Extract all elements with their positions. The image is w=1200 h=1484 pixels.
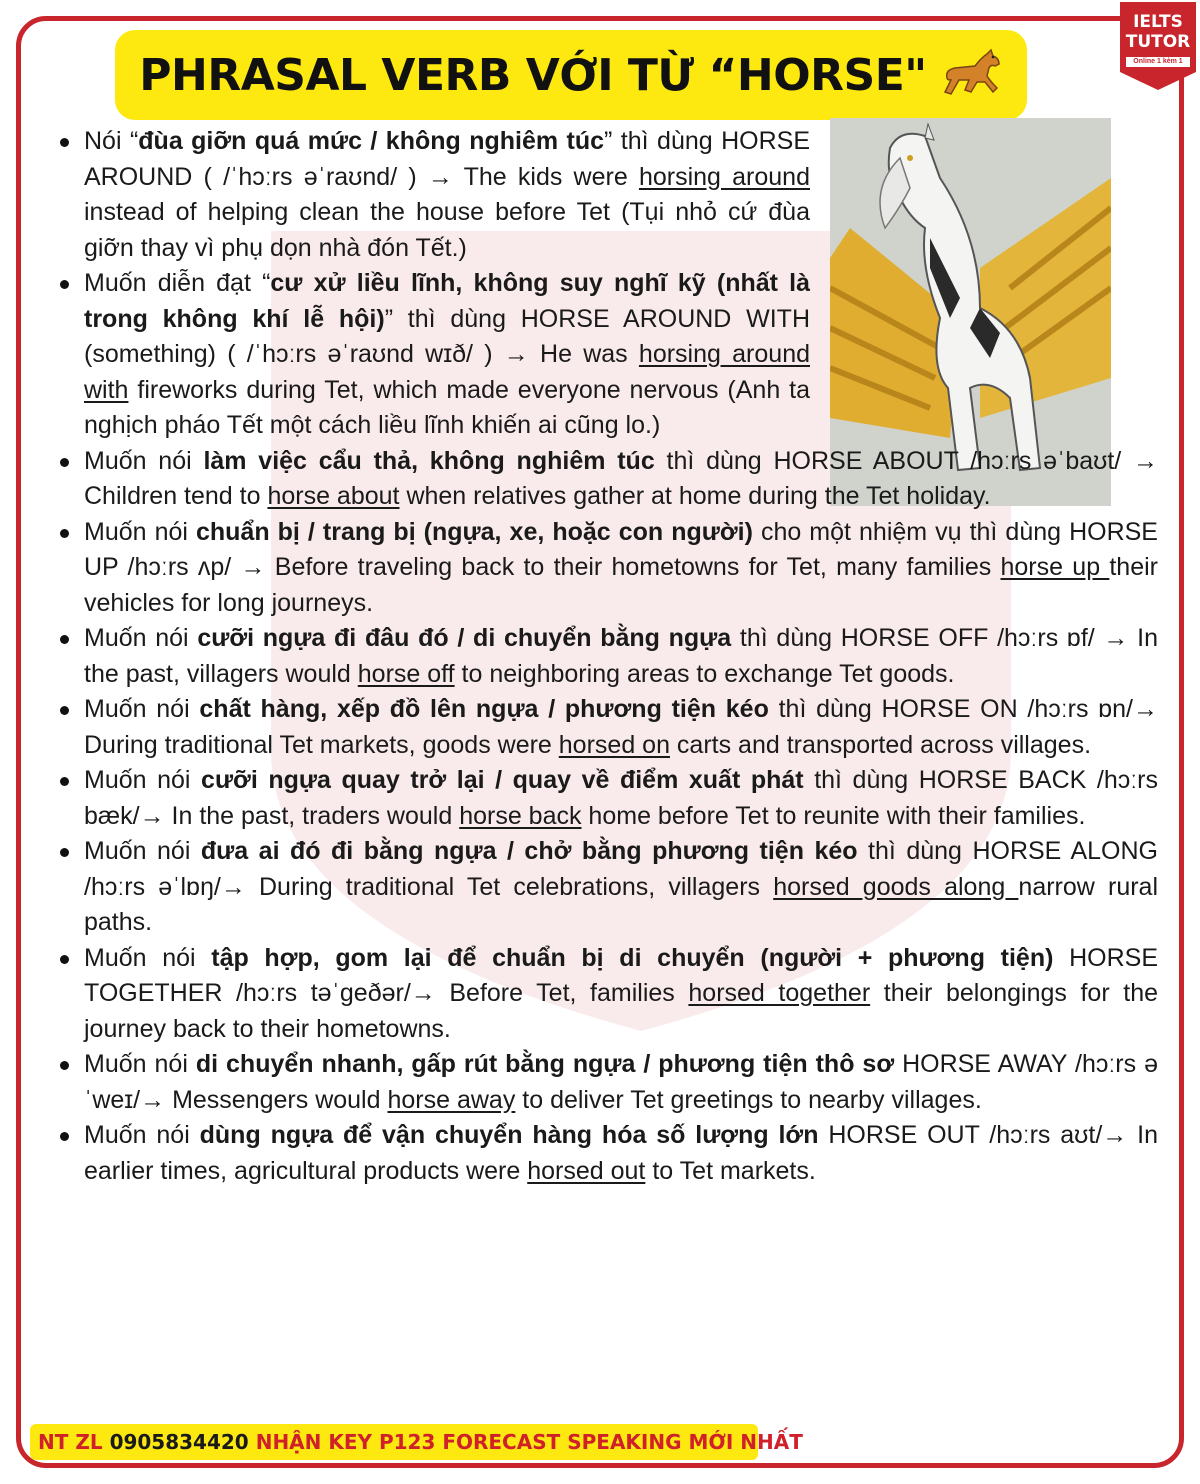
bold-phrase: tập hợp, gom lại để chuẩn bị di chuyển (người + phương tiện) <box>211 943 1054 972</box>
text-segment: to neighboring areas to exchange Tet goods. <box>454 659 955 688</box>
example-phrase: horsed on <box>558 730 670 759</box>
footer-message: NHẬN KEY P123 FORECAST SPEAKING MỚI NHẤT <box>255 1430 803 1454</box>
bold-phrase: đưa ai đó đi bằng ngựa / chở bằng phương tiện kéo <box>200 837 858 865</box>
bold-phrase: chất hàng, xếp đồ lên ngựa / phương tiện kéo <box>199 695 769 723</box>
text-segment: Muốn nói <box>84 1050 196 1078</box>
text-segment: Muốn nói <box>84 943 212 972</box>
footer-phone: 0905834420 <box>109 1430 249 1454</box>
text-segment: Muốn nói <box>84 695 200 723</box>
bold-phrase: di chuyển nhanh, gấp rút bằng ngựa / phương tiện thô sơ <box>195 1050 895 1078</box>
example-phrase: horse about <box>267 482 400 510</box>
text-segment: their belongings for the journey back to their hometowns. <box>84 979 1158 1043</box>
text-segment: HORSE AWAY /hɔːrs əˈweɪ/→ Messengers would <box>84 1050 1158 1114</box>
text-segment: instead of helping clean the house before Tet (Tụi nhỏ cứ đùa giỡn thay vì phụ dọn nhà đón Tết.) <box>84 198 810 262</box>
example-phrase: horsed together <box>688 979 871 1007</box>
text-segment: thì dùng HORSE ON /hɔːrs ɒn/→ During traditional Tet markets, goods were <box>84 695 1158 759</box>
example-phrase: horsing around <box>638 162 810 191</box>
example-phrase: horse away <box>387 1085 516 1114</box>
text-segment: when relatives gather at home during the Tet holiday. <box>399 482 991 510</box>
text-segment: home before Tet to reunite with their families. <box>581 801 1086 830</box>
phrasal-verb-list <box>58 124 1158 1189</box>
bold-phrase: cư xử liều lĩnh, không suy nghĩ kỹ (nhất là trong không khí lễ hội) <box>84 269 810 333</box>
horse-icon <box>941 48 1003 102</box>
text-segment: fireworks during Tet, which made everyone nervous (Anh ta nghịch pháo Tết một cách liều lĩnh khiến ai cũng lo.) <box>84 375 810 439</box>
text-segment: ” thì dùng HORSE AROUND WITH (something) ( /ˈhɔːrs əˈraʊnd wɪð/ ) → He was <box>84 304 810 368</box>
logo-line-2: TUTOR <box>1125 32 1191 52</box>
text-segment: ” thì dùng HORSE AROUND ( /ˈhɔːrs əˈraʊnd/ ) → The kids were <box>84 127 810 191</box>
list-item <box>58 1118 1158 1189</box>
text-segment: to deliver Tet greetings to nearby villages. <box>515 1085 982 1114</box>
footer-banner <box>30 1424 803 1460</box>
ielts-tutor-logo <box>1120 2 1196 90</box>
text-segment: Muốn nói <box>84 446 204 475</box>
list-item <box>58 621 1158 692</box>
text-segment: Muốn nói <box>84 1121 200 1149</box>
example-phrase: horsed goods along <box>773 872 1019 901</box>
text-segment: thì dùng HORSE BACK /hɔːrs bæk/→ In the past, traders would <box>84 766 1158 830</box>
list-item <box>58 515 1158 622</box>
text-segment: to Tet markets. <box>645 1156 816 1185</box>
text-segment: HORSE OUT /hɔːrs aʊt/→ In earlier times, agricultural products were <box>84 1121 1158 1185</box>
text-segment: thì dùng HORSE ABOUT /hɔːrs əˈbaʊt/ → Children tend to <box>84 446 1158 510</box>
text-segment: their vehicles for long journeys. <box>84 553 1158 617</box>
bold-phrase: cưỡi ngựa quay trở lại / quay về điểm xuất phát <box>201 766 804 794</box>
list-item <box>58 266 810 444</box>
bold-phrase: dùng ngựa để vận chuyển hàng hóa số lượng lớn <box>199 1121 819 1149</box>
logo-line-1: IELTS <box>1133 12 1183 32</box>
example-phrase: horsing around with <box>84 340 810 404</box>
title-banner <box>115 30 1027 120</box>
list-item <box>58 941 1158 1048</box>
logo-subtitle: Online 1 kèm 1 <box>1126 57 1190 67</box>
list-item <box>58 444 1158 515</box>
bold-phrase: cưỡi ngựa đi đâu đó / di chuyển bằng ngựa <box>197 624 732 652</box>
example-phrase: horse up <box>1000 553 1110 581</box>
text-segment: Muốn nói <box>84 624 198 652</box>
text-segment: narrow rural paths. <box>84 872 1159 936</box>
example-phrase: horse back <box>459 801 582 830</box>
example-phrase: horse off <box>357 659 455 688</box>
list-item <box>58 1047 1158 1118</box>
text-segment: carts and transported across villages. <box>669 730 1092 759</box>
bold-phrase: đùa giỡn quá mức / không nghiêm túc <box>138 127 605 155</box>
list-item <box>58 763 1158 834</box>
text-segment: Muốn diễn đạt “ <box>84 269 271 297</box>
bold-phrase: làm việc cẩu thả, không nghiêm túc <box>203 446 655 475</box>
list-item <box>58 692 1158 763</box>
text-segment: Muốn nói <box>84 766 202 794</box>
list-item <box>58 124 810 266</box>
text-segment: Muốn nói <box>84 517 196 546</box>
text-segment: thì dùng HORSE OFF /hɔːrs ɒf/ → In the past, villagers would <box>84 624 1158 688</box>
list-item <box>58 834 1158 941</box>
text-segment: Muốn nói <box>84 837 201 865</box>
text-segment: HORSE TOGETHER /hɔːrs təˈɡeðər/→ Before Tet, families <box>84 943 1158 1007</box>
page-title: PHRASAL VERB VỚI TỪ “HORSE" <box>139 49 927 101</box>
text-segment: thì dùng HORSE ALONG /hɔːrs əˈlɒŋ/→ During traditional Tet celebrations, villagers <box>84 837 1158 901</box>
example-phrase: horsed out <box>527 1156 646 1185</box>
text-segment: Nói “ <box>84 127 139 155</box>
bold-phrase: chuẩn bị / trang bị (ngựa, xe, hoặc con người) <box>195 517 753 546</box>
text-segment: cho một nhiệm vụ thì dùng HORSE UP /hɔːrs ʌp/ → Before traveling back to their hometowns for Tet, many families <box>84 517 1158 581</box>
footer-prefix: NT ZL <box>38 1430 103 1454</box>
